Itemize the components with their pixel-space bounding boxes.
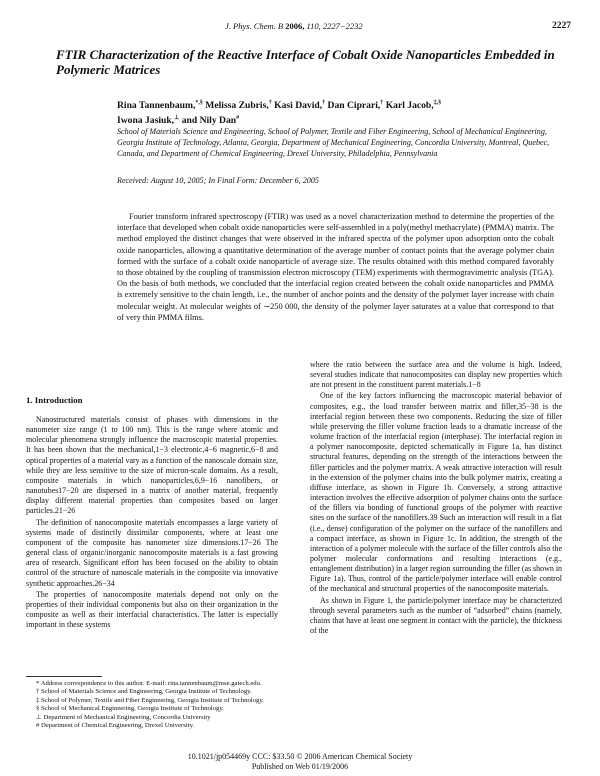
footnote: § School of Mechanical Engineering, Georgia Institute of Technology.: [36, 705, 224, 713]
author-affiliation-mark: †: [268, 100, 272, 106]
footnote-rule: [26, 676, 102, 677]
left-column: [26, 415, 278, 630]
paragraph: Nanostructured materials consist of phases with dimensions in the nanometer size range (1 to 100 nm). This is the range where atomic and molecular phenomena strongly influence the macroscopic material properties. It has been shown that the mechanical,1−3 electronic,4−6 magnetic,6−8 and optical properties of a material vary as a function of the nanoscale domain size, while they are less sensitive to the size of micron-scale domains. As a result, composite materials in which nanoparticles,6,9−16 nanofibers, or nanotubes17−20 are dispersed in a matrix of another material, frequently display different material properties than composites based on larger particles.21−26: [26, 415, 278, 516]
page-number: 2227: [552, 21, 571, 31]
author-name: Iwona Jasiuk,⊥: [117, 115, 180, 127]
right-column: [310, 360, 562, 636]
journal-citation: J. Phys. Chem. B 2006, 110, 2227−2232: [225, 21, 363, 31]
running-header: [0, 21, 600, 35]
footnote: ⊥ Department of Mechanical Engineering, Concordia University: [36, 713, 211, 721]
author-affiliation-mark: *,§: [195, 100, 203, 106]
paragraph: The properties of nanocomposite materials depend not only on the properties of their individual components but also on their organization in the composite as well as their interfacial characteristics. The latter is especially important in these systems: [26, 589, 278, 630]
footnote: * Address correspondence to this author. E-mail: rina.tannenbaum@mse.gatech.edu.: [36, 680, 262, 687]
author-name: Karl Jacob,‡,§: [385, 100, 442, 112]
footnote: ‡ School of Polymer, Textile and Fiber Engineering, Georgia Institute of Technology.: [36, 696, 264, 704]
author-name: Kasi David,†: [274, 100, 326, 112]
author-name: and Nily Dan#: [181, 115, 240, 127]
received-dates: Received: August 10, 2005; In Final Form: December 6, 2005: [117, 176, 319, 185]
abstract: Fourier transform infrared spectroscopy (FTIR) was used as a novel characterization method to determine the properties of the interface that developed when cobalt oxide nanoparticles were self-assembled in a poly(methyl methacrylate) (PMMA) matrix. The method employed the distinct changes that were observed in the infrared spectra of the polymer upon adsorption onto the cobalt oxide nanoparticles, allowing a quantitative determination of the average number of contact points that the average polymer chain formed with the surface of a cobalt oxide nanoparticle of average size. The results obtained with this method compared favorably to those obtained by the coupling of transmission electron microscopy (TEM) experiments with thermogravimetric analysis (TGA). On the basis of both methods, we concluded that the interfacial region created between the cobalt oxide nanoparticles and PMMA is extremely sensitive to the chain length, i.e., the number of anchor points and the density of the polymer layer increase with chain molecular weight. At molecular weights of ∼250 000, the density of the polymer layer saturates at a value that correspond to that of very thin PMMA films.: [117, 212, 554, 322]
author-list: [117, 97, 557, 127]
affiliations: School of Materials Science and Engineering, School of Polymer, Textile and Fiber Engineering, School of Mechanical Engineering, Georgia Institute of Technology, Atlanta, Georgia, Department of Mechanical Engineering, Concordia University, Montreal, Quebec, Canada, and Department of Chemical Engineering, Drexel University, Philadelphia, Pennsylvania: [117, 127, 550, 158]
section-heading: 1. Introduction: [26, 395, 83, 405]
doi-line: 10.1021/jp054469y CCC: $33.50 © 2006 American Chemical Society: [187, 752, 413, 761]
paragraph: The definition of nanocomposite materials encompasses a large variety of systems made of distinctly dissimilar components, where at least one component of the composite has nanometer size dimensions.17−26 The general class of organic/inorganic nanocomposite materials is a fast growing area of research. Significant effort has been focused on the ability to obtain control of the structure of nanoscale materials in the composite via innovative synthetic approaches.26−34: [26, 517, 278, 588]
author-name: Dan Ciprari,†: [327, 100, 384, 112]
paragraph: where the ratio between the surface area and the volume is high. Indeed, several studies indicate that nanocomposites can display new properties which are not present in the constituent parent materials.1−8: [310, 360, 562, 390]
paragraph: One of the key factors influencing the macroscopic material behavior of composites, e.g., the load transfer between matrix and filler,35−38 is the interfacial region between these two components. Reducing the size of filler while preserving the filler volume fraction leads to a dramatic increase of the volume fraction of the interfacial region (interphase). The interfacial region in a polymer nanocomposite, depicted schematically in Figure 1a, has distinct structural features, depending on the strength of the interactions between the filler particles and the polymer matrix. A weak attractive interaction will result in the extension of the polymer chains into the bulk polymer matrix, creating a diffuse interface, as shown in Figure 1b. Conversely, a strong attractive interaction involves the effective adsorption of polymer chains onto the surface of the fillers via bonding of functional groups of the polymer with reactive sites on the surface of the nanofillers.39 Such an interaction will result in a flat (i.e., dense) configuration of the polymer on the surface of the nanofillers and a compact interface, as shown in Figure 1c. In addition, the strength of the interaction of a polymer molecule with the surface of the filler controls also the polymer molecular conformations and resulting interactions (e.g., entanglement distribution) in a larger region surrounding the filler (as shown in Figure 1a). Thus, control of the particle/polymer interface will enable control of the mechanical and structural properties of the nanocomposite materials.: [310, 391, 562, 594]
author-affiliation-mark: †: [322, 100, 326, 106]
author-name: Melissa Zubris,†: [205, 100, 272, 112]
author-affiliation-mark: †: [380, 100, 384, 106]
publication-date: Published on Web 01/19/2006: [251, 761, 349, 771]
author-name: Rina Tannenbaum,*,§: [117, 100, 203, 112]
author-line-1: [117, 97, 557, 112]
footnote: † School of Materials Science and Engineering, Georgia Institute of Technology.: [36, 688, 252, 696]
footnotes: [26, 676, 278, 730]
page-footer: [0, 752, 600, 771]
author-affiliation-mark: #: [236, 115, 240, 122]
author-affiliation-mark: ⊥: [174, 115, 180, 122]
author-affiliation-mark: ‡,§: [433, 100, 442, 106]
paragraph: As shown in Figure 1, the particle/polymer interface may be characterized through several parameters such as the number of “adsorbed” chains (namely, chains that have at least one segment in contact with the particle), the thickness of the: [310, 595, 562, 636]
footnote: # Department of Chemical Engineering, Drexel University.: [36, 722, 195, 730]
article-title: FTIR Characterization of the Reactive Interface of Cobalt Oxide Nanoparticles Embedded in Polymeric Matrices: [56, 47, 555, 77]
